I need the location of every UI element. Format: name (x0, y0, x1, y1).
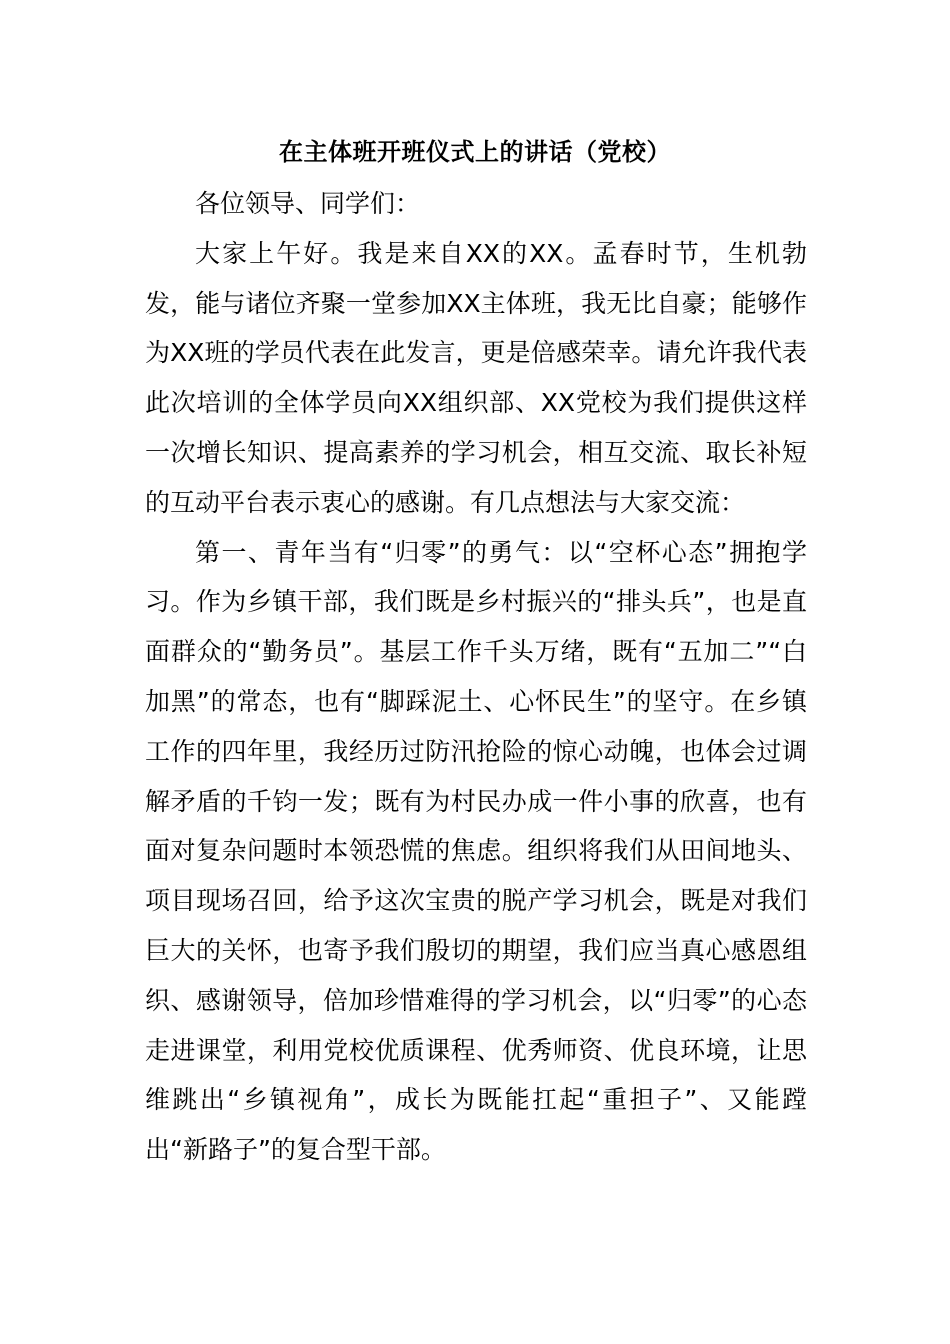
opening-paragraph: 大家上午好。我是来自XX的XX。孟春时节，生机勃发，能与诸位齐聚一堂参加XX主体班，我无比自豪；能够作为XX班的学员代表在此发言，更是倍感荣幸。请允许我代表此次培训的全体学员向XX组织部、XX党校为我们提供这样一次增长知识、提高素养的学习机会，相互交流、取长补短的互动平台表示衷心的感谢。有几点想法与大家交流： (145, 238, 807, 517)
point-one-paragraph: 第一、青年当有“归零”的勇气：以“空杯心态”拥抱学习。作为乡镇干部，我们既是乡村振兴的“排头兵”，也是直面群众的“勤务员”。基层工作千头万绪，既有“五加二”“白加黑”的常态，也有“脚踩泥土、心怀民生”的坚守。在乡镇工作的四年里，我经历过防汛抢险的惊心动魄，也体会过调解矛盾的千钧一发；既有为村民办成一件小事的欣喜，也有面对复杂问题时本领恐慌的焦虑。组织将我们从田间地头、项目现场召回，给予这次宝贵的脱产学习机会，既是对我们巨大的关怀，也寄予我们殷切的期望，我们应当真心感恩组织、感谢领导，倍加珍惜难得的学习机会，以“归零”的心态走进课堂，利用党校优质课程、优秀师资、优良环境，让思维跳出“乡镇视角”，成长为既能扛起“重担子”、又能蹚出“新路子”的复合型干部。 (145, 537, 807, 1165)
document-title: 在主体班开班仪式上的讲话（党校） (279, 138, 671, 166)
document-body (145, 179, 807, 1175)
salutation-paragraph: 各位领导、同学们： (195, 189, 421, 218)
